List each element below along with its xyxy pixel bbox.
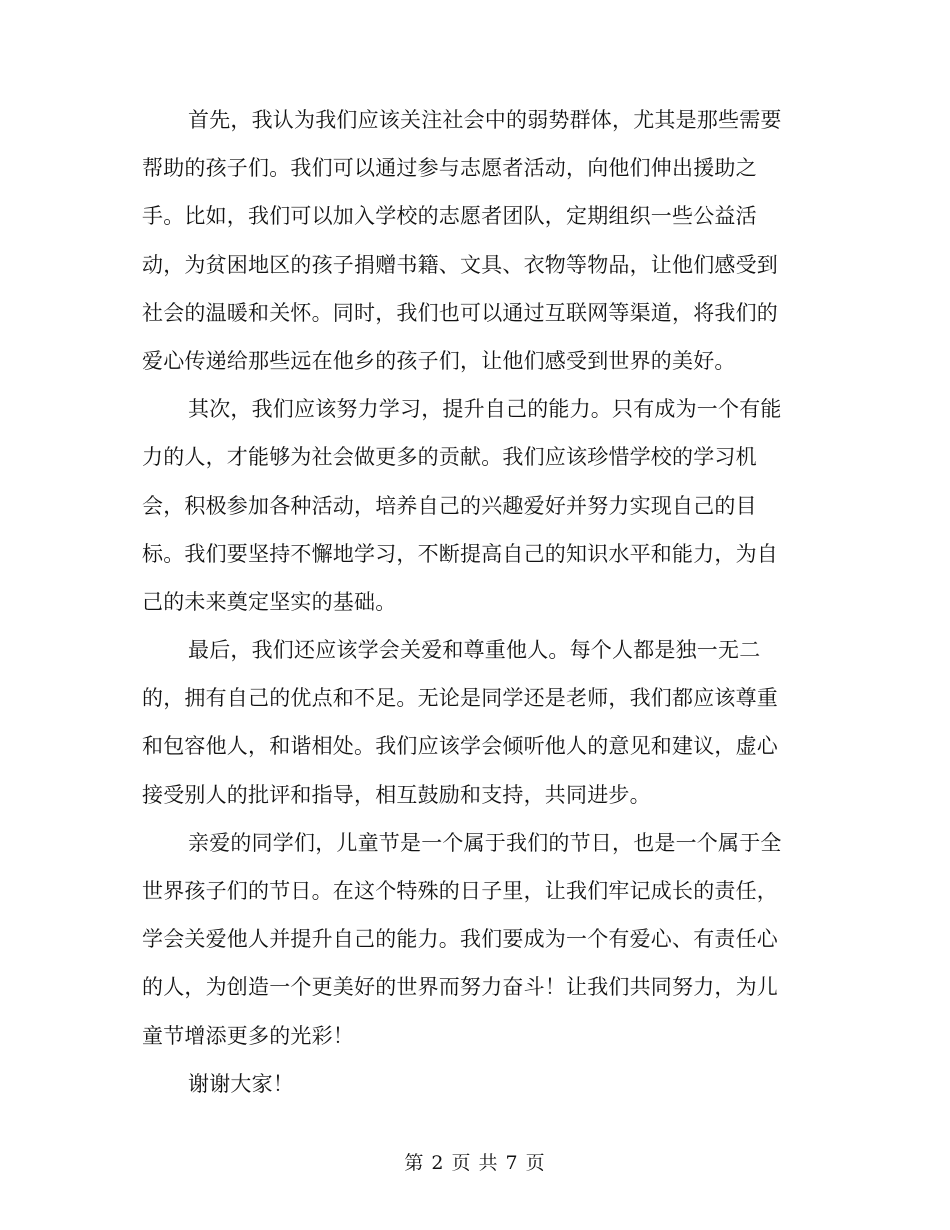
paragraph-2-line-3: 会，积极参加各种活动，培养自己的兴趣爱好并努力实现自己的目 <box>142 493 757 518</box>
paragraph-3-line-4: 接受别人的批评和指导，相互鼓励和支持，共同进步。 <box>142 782 651 807</box>
paragraph-2-line-4: 标。我们要坚持不懈地学习，不断提高自己的知识水平和能力，为自 <box>142 541 778 566</box>
closing-line: 谢谢大家！ <box>188 1071 294 1096</box>
paragraph-1-line-2: 帮助的孩子们。我们可以通过参与志愿者活动，向他们伸出援助之 <box>142 156 757 181</box>
paragraph-4-line-5: 童节增添更多的光彩！ <box>142 1023 354 1048</box>
paragraph-1-line-5: 社会的温暖和关怀。同时，我们也可以通过互联网等渠道，将我们的 <box>142 300 778 325</box>
paragraph-4-line-3: 学会关爱他人并提升自己的能力。我们要成为一个有爱心、有责任心 <box>142 927 778 952</box>
page-number-footer: 第 2 页 共 7 页 <box>404 1152 546 1174</box>
paragraph-3-line-1: 最后，我们还应该学会关爱和尊重他人。每个人都是独一无二 <box>188 638 761 663</box>
document-body <box>142 96 802 1108</box>
paragraph-2-line-2: 力的人，才能够为社会做更多的贡献。我们应该珍惜学校的学习机 <box>142 445 757 470</box>
paragraph-4-line-4: 的人，为创造一个更美好的世界而努力奋斗！让我们共同努力，为儿 <box>142 975 778 1000</box>
paragraph-3-line-2: 的，拥有自己的优点和不足。无论是同学还是老师，我们都应该尊重 <box>142 686 778 711</box>
paragraph-4-line-2: 世界孩子们的节日。在这个特殊的日子里，让我们牢记成长的责任， <box>142 879 778 903</box>
paragraph-1-line-3: 手。比如，我们可以加入学校的志愿者团队，定期组织一些公益活 <box>142 204 757 229</box>
paragraph-2-line-5: 己的未来奠定坚实的基础。 <box>142 589 397 614</box>
paragraph-1-line-6: 爱心传递给那些远在他乡的孩子们，让他们感受到世界的美好。 <box>142 348 736 373</box>
paragraph-1-line-4: 动，为贫困地区的孩子捐赠书籍、文具、衣物等物品，让他们感受到 <box>142 252 778 277</box>
paragraph-4-line-1: 亲爱的同学们，儿童节是一个属于我们的节日，也是一个属于全 <box>188 830 782 855</box>
paragraph-2-line-1: 其次，我们应该努力学习，提升自己的能力。只有成为一个有能 <box>188 397 782 422</box>
paragraph-3-line-3: 和包容他人，和谐相处。我们应该学会倾听他人的意见和建议，虚心 <box>142 734 778 759</box>
paragraph-1-line-1: 首先，我认为我们应该关注社会中的弱势群体，尤其是那些需要 <box>188 108 782 132</box>
